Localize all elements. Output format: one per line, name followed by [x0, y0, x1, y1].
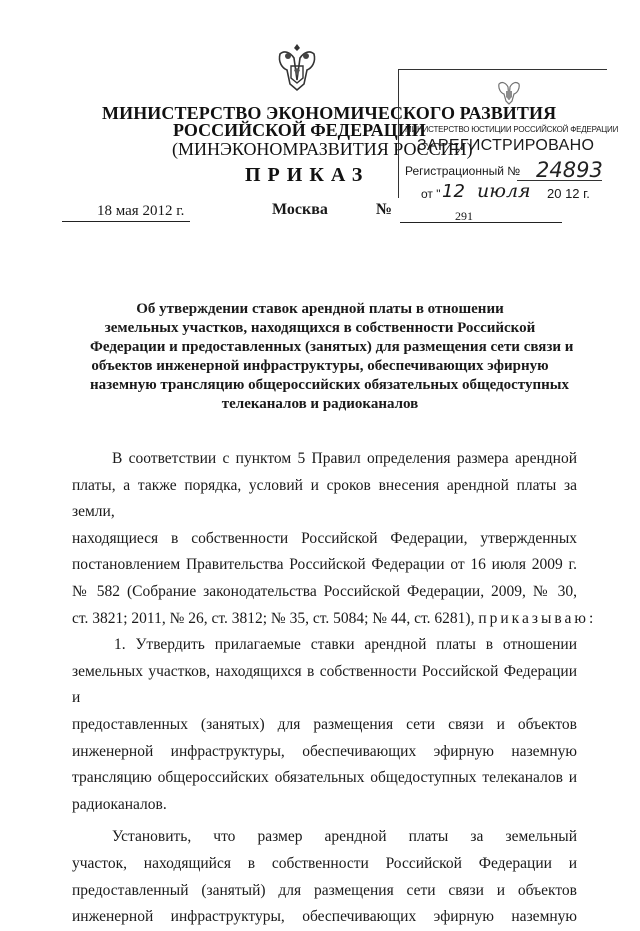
body-line: предоставленный (занятый) для размещения сети связи и объектов	[72, 881, 577, 899]
body-text: ст. 3821; 2011, № 26, ст. 3812; № 35, ст. 5084; № 44, ст. 6281),	[72, 609, 479, 627]
number-underline	[400, 222, 562, 223]
body-line: В соответствии с пунктом 5 Правил определения размера арендной	[112, 450, 577, 467]
document-type-title: ПРИКАЗ	[245, 164, 370, 186]
title-line: Об утверждении ставок арендной платы в отношении	[136, 301, 504, 317]
body-line: земельных участков, находящихся в собственности Российской Федерации и	[72, 662, 577, 707]
title-line: телеканалов и радиоканалов	[221, 396, 419, 412]
stamp-registered-text: ЗАРЕГИСТРИРОВАНО	[417, 137, 595, 154]
body-line-last	[72, 606, 597, 633]
body-line: инженерной инфраструктуры, обеспечивающих эфирную наземную	[72, 742, 577, 760]
ministry-short-name: (МИНЭКОНОМРАЗВИТИЯ РОССИИ)	[172, 139, 473, 159]
body-line: находящиеся в собственности Российской Федерации, утвержденных	[72, 529, 577, 547]
russian-coat-of-arms-icon	[274, 40, 320, 94]
stamp-date-prefix: от "	[421, 187, 441, 201]
stamp-reg-label: Регистрационный №	[405, 164, 521, 178]
body-line: инженерной инфраструктуры, обеспечивающих эфирную наземную	[72, 908, 577, 926]
stamp-reg-number: 24893	[536, 158, 603, 182]
title-line: наземную трансляцию общероссийских обязательных общедоступных	[90, 377, 569, 393]
order-body	[72, 446, 597, 931]
body-line: трансляцию общероссийских обязательных общедоступных телеканалов и	[72, 769, 577, 787]
order-verb: приказываю:	[478, 609, 597, 627]
ministry-name-line-2: РОССИЙСКОЙ ФЕДЕРАЦИИ	[173, 120, 426, 140]
title-line: Федерации и предоставленных (занятых) для размещения сети связи и	[90, 339, 574, 355]
body-line: радиоканалов.	[72, 795, 167, 813]
order-city: Москва	[272, 201, 328, 218]
body-line: предоставленных (занятых) для размещения сети связи и объектов	[72, 715, 577, 733]
stamp-emblem-icon	[495, 76, 523, 106]
stamp-year: 20 12 г.	[547, 186, 590, 201]
order-date: 18 мая 2012 г.	[97, 203, 185, 219]
ministry-name-line-1: МИНИСТЕРСТВО ЭКОНОМИЧЕСКОГО РАЗВИТИЯ	[102, 103, 557, 123]
body-line: участок, находящийся в собственности Российской Федерации и	[72, 854, 577, 872]
date-underline	[62, 221, 190, 222]
stamp-day: 12	[442, 181, 465, 202]
body-line: Установить, что размер арендной платы за земельный	[112, 828, 577, 846]
stamp-ministry-text: МИНИСТЕРСТВО ЮСТИЦИИ РОССИЙСКОЙ ФЕДЕРАЦИИ	[405, 125, 619, 134]
title-line: земельных участков, находящихся в собственности Российской	[104, 320, 536, 336]
title-line: объектов инженерной инфраструктуры, обеспечивающих эфирную	[91, 358, 549, 374]
body-line: 1. Утвердить прилагаемые ставки арендной платы в отношении	[114, 636, 577, 654]
order-title	[90, 300, 574, 414]
order-number: 291	[455, 209, 473, 223]
stamp-month: июля	[477, 180, 531, 202]
body-line: № 582 (Собрание законодательства Российской Федерации, 2009, № 30,	[72, 582, 577, 600]
number-sign: №	[376, 201, 393, 218]
body-line: платы, а также порядка, условий и сроков внесения арендной платы за земли,	[72, 476, 577, 521]
registration-stamp	[398, 69, 619, 202]
body-line: постановлением Правительства Российской Федерации от 16 июля 2009 г.	[72, 556, 577, 574]
